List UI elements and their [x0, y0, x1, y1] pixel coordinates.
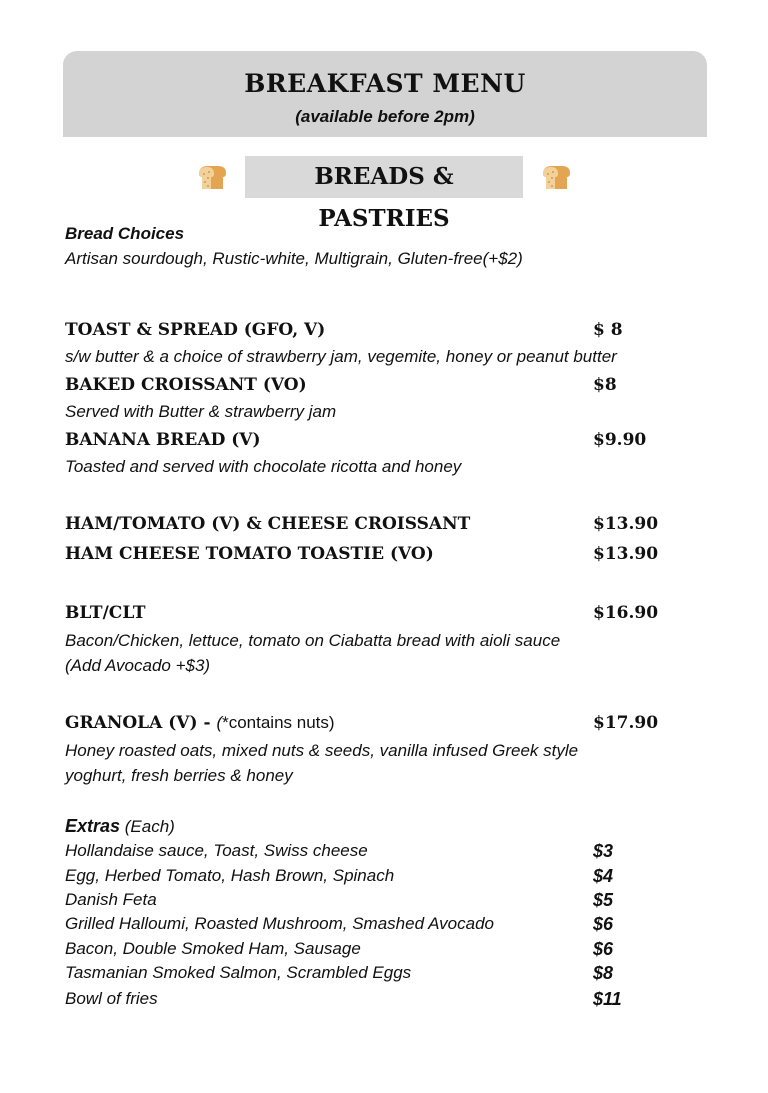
extras-qualifier: (Each) [120, 817, 175, 836]
extra-price: $3 [593, 841, 614, 861]
bread-icon [196, 162, 228, 192]
extra-price: $8 [593, 963, 614, 983]
menu-header [63, 51, 707, 137]
bread-choices-options: Artisan sourdough, Rustic-white, Multigrain, Gluten-free(+$2) [65, 249, 523, 268]
extra-item: Bacon, Double Smoked Ham, Sausage [65, 939, 361, 958]
item-description-cont: yoghurt, fresh berries & honey [65, 766, 293, 785]
extra-price: $4 [593, 866, 614, 886]
item-dash: - [197, 713, 217, 733]
item-name: BAKED CROISSANT (VO) [65, 375, 307, 395]
item-name: HAM/TOMATO (V) & CHEESE CROISSANT [65, 514, 471, 534]
item-note-open: ( [216, 713, 223, 732]
item-note: *contains nuts) [222, 713, 335, 732]
section-title: BREADS & PASTRIES [314, 163, 454, 232]
extra-price: $6 [593, 939, 614, 959]
item-price: $8 [593, 375, 617, 395]
item-description: Toasted and served with chocolate ricotta and honey [65, 457, 462, 476]
extra-item: Bowl of fries [65, 989, 158, 1008]
item-name: BANANA BREAD (V) [65, 430, 261, 450]
item-name: TOAST & SPREAD (GFO, V) [65, 320, 326, 340]
item-name-row [65, 713, 335, 733]
extra-price: $11 [593, 989, 622, 1009]
item-price: $9.90 [593, 430, 647, 450]
section-header [245, 156, 523, 232]
extra-price: $5 [593, 890, 614, 910]
item-price: $13.90 [593, 544, 659, 564]
item-description: s/w butter & a choice of strawberry jam, vegemite, honey or peanut butter [65, 347, 617, 366]
menu-title: BREAKFAST MENU [244, 69, 526, 98]
item-description: Honey roasted oats, mixed nuts & seeds, vanilla infused Greek style [65, 741, 579, 760]
item-description-addon: (Add Avocado +$3) [65, 656, 211, 675]
extra-item: Danish Feta [65, 890, 157, 909]
item-price: $16.90 [593, 603, 659, 623]
extras-label: Extras [65, 816, 121, 836]
item-name: HAM CHEESE TOMATO TOASTIE (VO) [65, 544, 434, 564]
item-name: BLT/CLT [65, 603, 146, 623]
extra-item: Hollandaise sauce, Toast, Swiss cheese [65, 841, 368, 860]
bread-choices-label: Bread Choices [65, 224, 185, 243]
extra-price: $6 [593, 914, 614, 934]
menu-subtitle: (available before 2pm) [295, 107, 475, 126]
extra-item: Tasmanian Smoked Salmon, Scrambled Eggs [65, 963, 412, 982]
extra-item: Egg, Herbed Tomato, Hash Brown, Spinach [65, 866, 395, 885]
item-name: GRANOLA (V) [65, 713, 198, 733]
item-description: Served with Butter & strawberry jam [65, 402, 337, 421]
bread-icon [540, 162, 572, 192]
item-price: $ 8 [593, 320, 623, 340]
item-price: $17.90 [593, 713, 659, 733]
item-description: Bacon/Chicken, lettuce, tomato on Ciabatta bread with aioli sauce [65, 631, 561, 650]
item-price: $13.90 [593, 514, 659, 534]
extra-item: Grilled Halloumi, Roasted Mushroom, Smashed Avocado [65, 914, 494, 933]
extras-heading [65, 816, 175, 837]
